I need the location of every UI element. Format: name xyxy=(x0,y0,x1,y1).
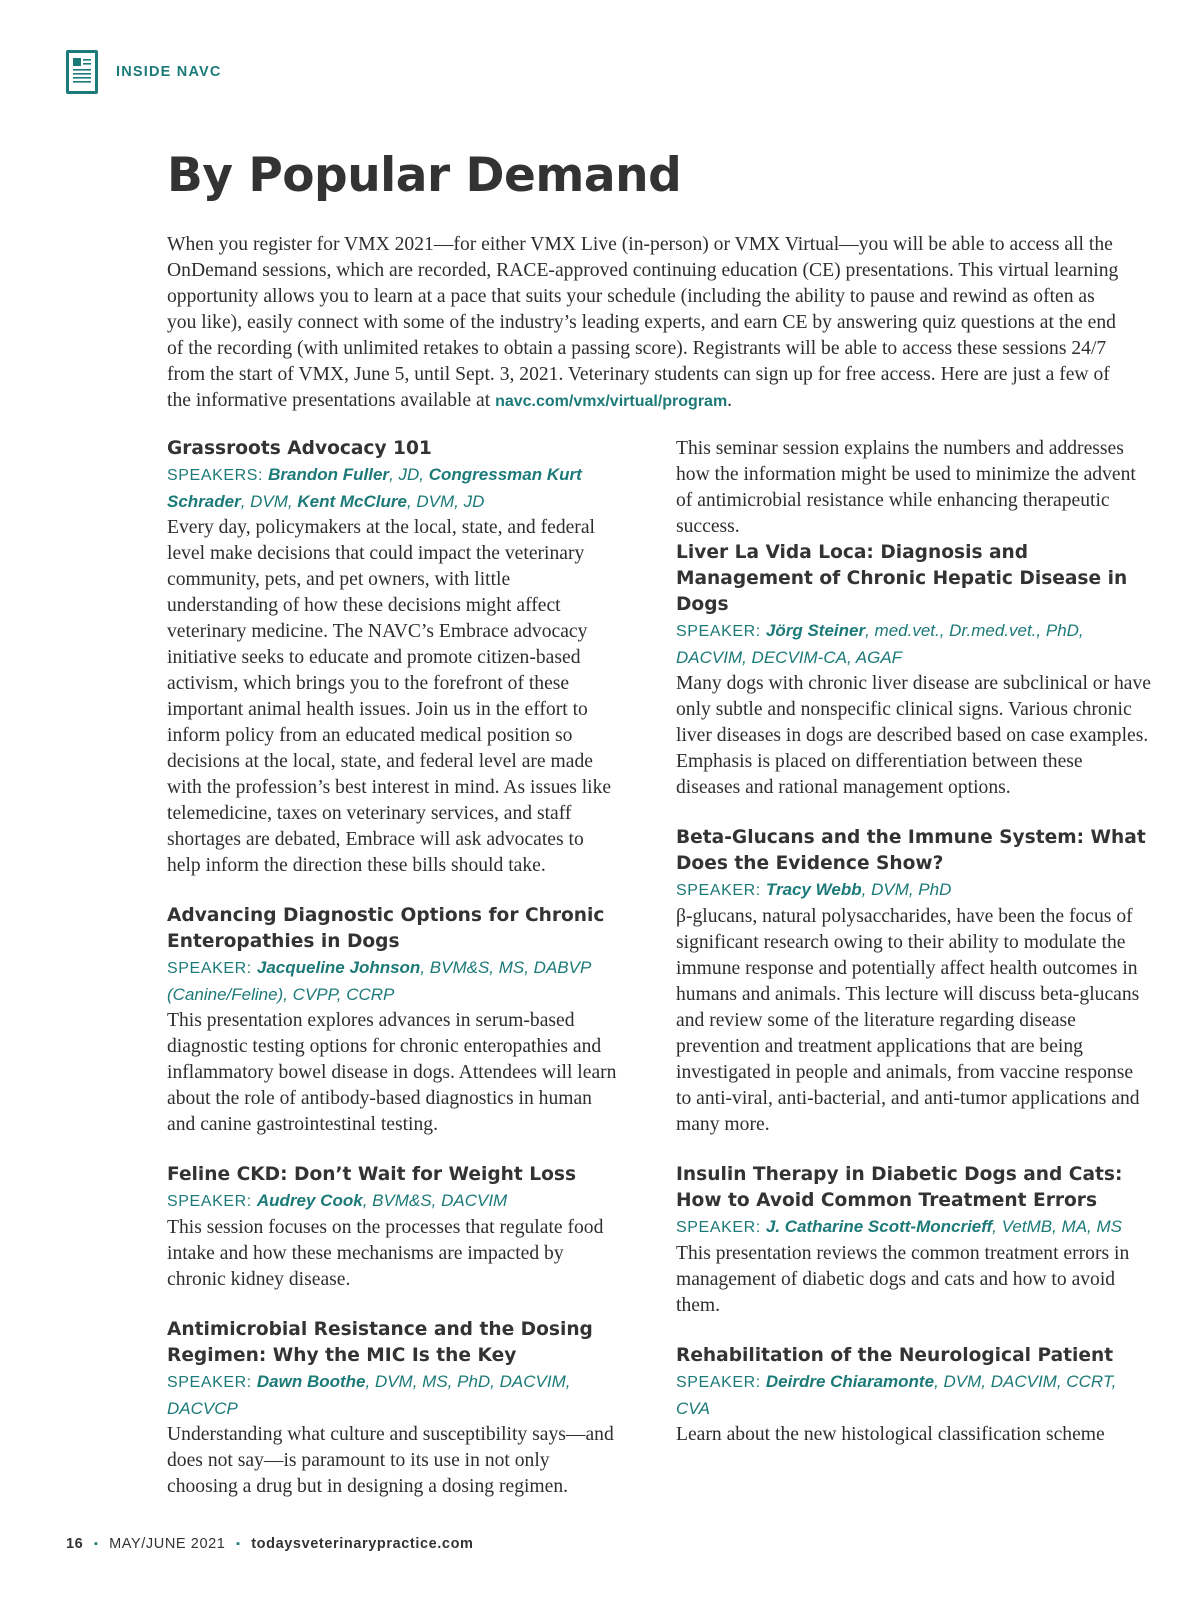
session xyxy=(167,1317,619,1500)
session xyxy=(167,436,619,879)
issue-date: MAY/JUNE 2021 xyxy=(109,1536,226,1552)
speaker-label: SPEAKER: xyxy=(676,1219,766,1236)
session-title: Grassroots Advocacy 101 xyxy=(167,438,432,459)
speaker-credentials: , DVM, JD xyxy=(406,492,485,511)
speaker-line xyxy=(676,877,1151,904)
session-title: Liver La Vida Loca: Diagnosis and Management of Chronic Hepatic Disease in Dogs xyxy=(676,542,1128,615)
speaker-label: SPEAKER: xyxy=(676,882,766,899)
speaker-line xyxy=(167,1188,619,1215)
speaker-line xyxy=(167,1369,619,1422)
session-title: Insulin Therapy in Diabetic Dogs and Cats: How to Avoid Common Treatment Errors xyxy=(676,1164,1123,1211)
speaker-credentials: , DVM, PhD xyxy=(861,880,952,899)
page-title: By Popular Demand xyxy=(167,148,682,203)
newsletter-icon xyxy=(66,50,98,94)
footer-separator-1: ▪ xyxy=(93,1538,99,1550)
intro-end: . xyxy=(727,390,733,411)
left-column xyxy=(167,436,619,1524)
session xyxy=(676,540,1151,801)
session-description: Many dogs with chronic liver disease are subclinical or have only subtle and nonspecific clinical signs. Various chronic liver diseases in dogs are described based on case examples. Emphasis is placed on differentiation between these diseases and rational management options. xyxy=(676,673,1151,798)
session-description: This session focuses on the processes that regulate food intake and how these mechanisms are impacted by chronic kidney disease. xyxy=(167,1217,604,1290)
speaker-label: SPEAKER: xyxy=(676,1374,766,1391)
speaker-credentials: , DVM, xyxy=(240,492,298,511)
speaker-name: J. Catharine Scott-Moncrieff xyxy=(765,1217,993,1236)
session-description: β-glucans, natural polysaccharides, have been the focus of significant research owing to their ability to modulate the immune response and potentially affect health outcomes in humans and animals. This lecture will discuss beta-glucans and review some of the literature regarding disease prevention and treatment applications that are being investigated in people and animals, from vaccine response to anti-viral, anti-bacterial, and anti-tumor applications and many more. xyxy=(676,906,1140,1135)
speaker-line xyxy=(676,1214,1151,1241)
speaker-label: SPEAKER: xyxy=(167,1374,257,1391)
session-title: Feline CKD: Don’t Wait for Weight Loss xyxy=(167,1164,577,1185)
session xyxy=(676,1343,1151,1448)
speaker-name: Brandon Fuller xyxy=(268,465,390,484)
page-number: 16 xyxy=(66,1536,84,1552)
speaker-name: Tracy Webb xyxy=(765,880,862,899)
speaker-credentials: , BVM&S, DACVIM xyxy=(362,1191,508,1210)
speaker-line xyxy=(676,1369,1151,1422)
speaker-line xyxy=(676,618,1151,671)
section-label: INSIDE NAVC xyxy=(116,64,222,80)
page-footer xyxy=(66,1536,474,1552)
intro-paragraph xyxy=(167,232,1127,415)
speaker-line xyxy=(167,462,619,515)
session xyxy=(676,1162,1151,1319)
speaker-name: Kent McClure xyxy=(297,492,407,511)
speaker-name: Jacqueline Johnson xyxy=(256,958,421,977)
footer-separator-2: ▪ xyxy=(236,1538,241,1550)
speaker-name: Congressman Kurt Schrader xyxy=(167,465,582,511)
session xyxy=(167,1162,619,1293)
section-tag xyxy=(66,50,222,94)
session-description: This presentation reviews the common treatment errors in management of diabetic dogs and cats and how to avoid them. xyxy=(676,1243,1130,1316)
speaker-credentials: , VetMB, MA, MS xyxy=(992,1217,1123,1236)
session xyxy=(676,825,1151,1138)
speaker-name: Jörg Steiner xyxy=(765,621,866,640)
speaker-name: Deirdre Chiaramonte xyxy=(765,1372,935,1391)
session-title: Rehabilitation of the Neurological Patient xyxy=(676,1345,1114,1366)
session-continuation: This seminar session explains the numbers and addresses how the information might be used to minimize the advent of antimicrobial resistance while enhancing therapeutic success. xyxy=(676,438,1136,537)
site-url[interactable]: todaysveterinarypractice.com xyxy=(251,1536,474,1552)
right-column xyxy=(676,436,1151,1472)
session-description: Understanding what culture and susceptibility says—and does not say—is paramount to its use in not only choosing a drug but in designing a dosing regimen. xyxy=(167,1424,614,1497)
speaker-label: SPEAKER: xyxy=(676,623,766,640)
intro-text: When you register for VMX 2021—for either VMX Live (in-person) or VMX Virtual—you will be able to access all the OnDemand sessions, which are recorded, RACE-approved continuing education (CE) presentations. This virtual learning opportunity allows you to learn at a pace that suits your schedule (including the ability to pause and rewind as often as you like), easily connect with some of the industry’s leading experts, and earn CE by answering quiz questions at the end of the recording (with unlimited retakes to obtain a passing score). Registrants will be able to access these sessions 24/7 from the start of VMX, June 5, until Sept. 3, 2021. Veterinary students can sign up for free access. Here are just a few of the informative presentations available at xyxy=(167,234,1119,411)
speaker-credentials: , DVM, DACVIM, CCRT, CVA xyxy=(676,1372,1117,1418)
speaker-credentials: , DVM, MS, PhD, DACVIM, DACVCP xyxy=(167,1372,571,1418)
session xyxy=(167,903,619,1138)
session-description: Every day, policymakers at the local, state, and federal level make decisions that could impact the veterinary community, pets, and pet owners, with little understanding of how these decisions might affect veterinary medicine. The NAVC’s Embrace advocacy initiative seeks to educate and promote citizen-based activism, which brings you to the forefront of these important animal health issues. Join us in the effort to inform policy from an educated medical position so decisions at the local, state, and federal level are made with the profession’s best interest in mind. As issues like telemedicine, taxes on veterinary services, and staff shortages are debated, Embrace will ask advocates to help inform the direction these bills should take. xyxy=(167,517,612,876)
program-link[interactable]: navc.com/vmx/virtual/program xyxy=(495,393,728,410)
speaker-name: Dawn Boothe xyxy=(256,1372,366,1391)
speaker-label: SPEAKERS: xyxy=(167,467,269,484)
speaker-line xyxy=(167,955,619,1008)
speaker-credentials: , BVM&S, MS, DABVP (Canine/Feline), CVPP, CCRP xyxy=(167,958,591,1004)
speaker-credentials: , med.vet., Dr.med.vet., PhD, DACVIM, DECVIM-CA, AGAF xyxy=(676,621,1084,667)
session-title: Beta-Glucans and the Immune System: What Does the Evidence Show? xyxy=(676,827,1146,874)
session-description: Learn about the new histological classification scheme xyxy=(676,1424,1105,1445)
speaker-label: SPEAKER: xyxy=(167,960,257,977)
speaker-label: SPEAKER: xyxy=(167,1193,257,1210)
session-title: Antimicrobial Resistance and the Dosing Regimen: Why the MIC Is the Key xyxy=(167,1319,593,1366)
speaker-credentials: , JD, xyxy=(389,465,429,484)
session-title: Advancing Diagnostic Options for Chronic Enteropathies in Dogs xyxy=(167,905,605,952)
speaker-name: Audrey Cook xyxy=(256,1191,363,1210)
session-description: This presentation explores advances in serum-based diagnostic testing options for chronic enteropathies and inflammatory bowel disease in dogs. Attendees will learn about the role of antibody-based diagnostics in human and canine gastrointestinal testing. xyxy=(167,1010,617,1135)
